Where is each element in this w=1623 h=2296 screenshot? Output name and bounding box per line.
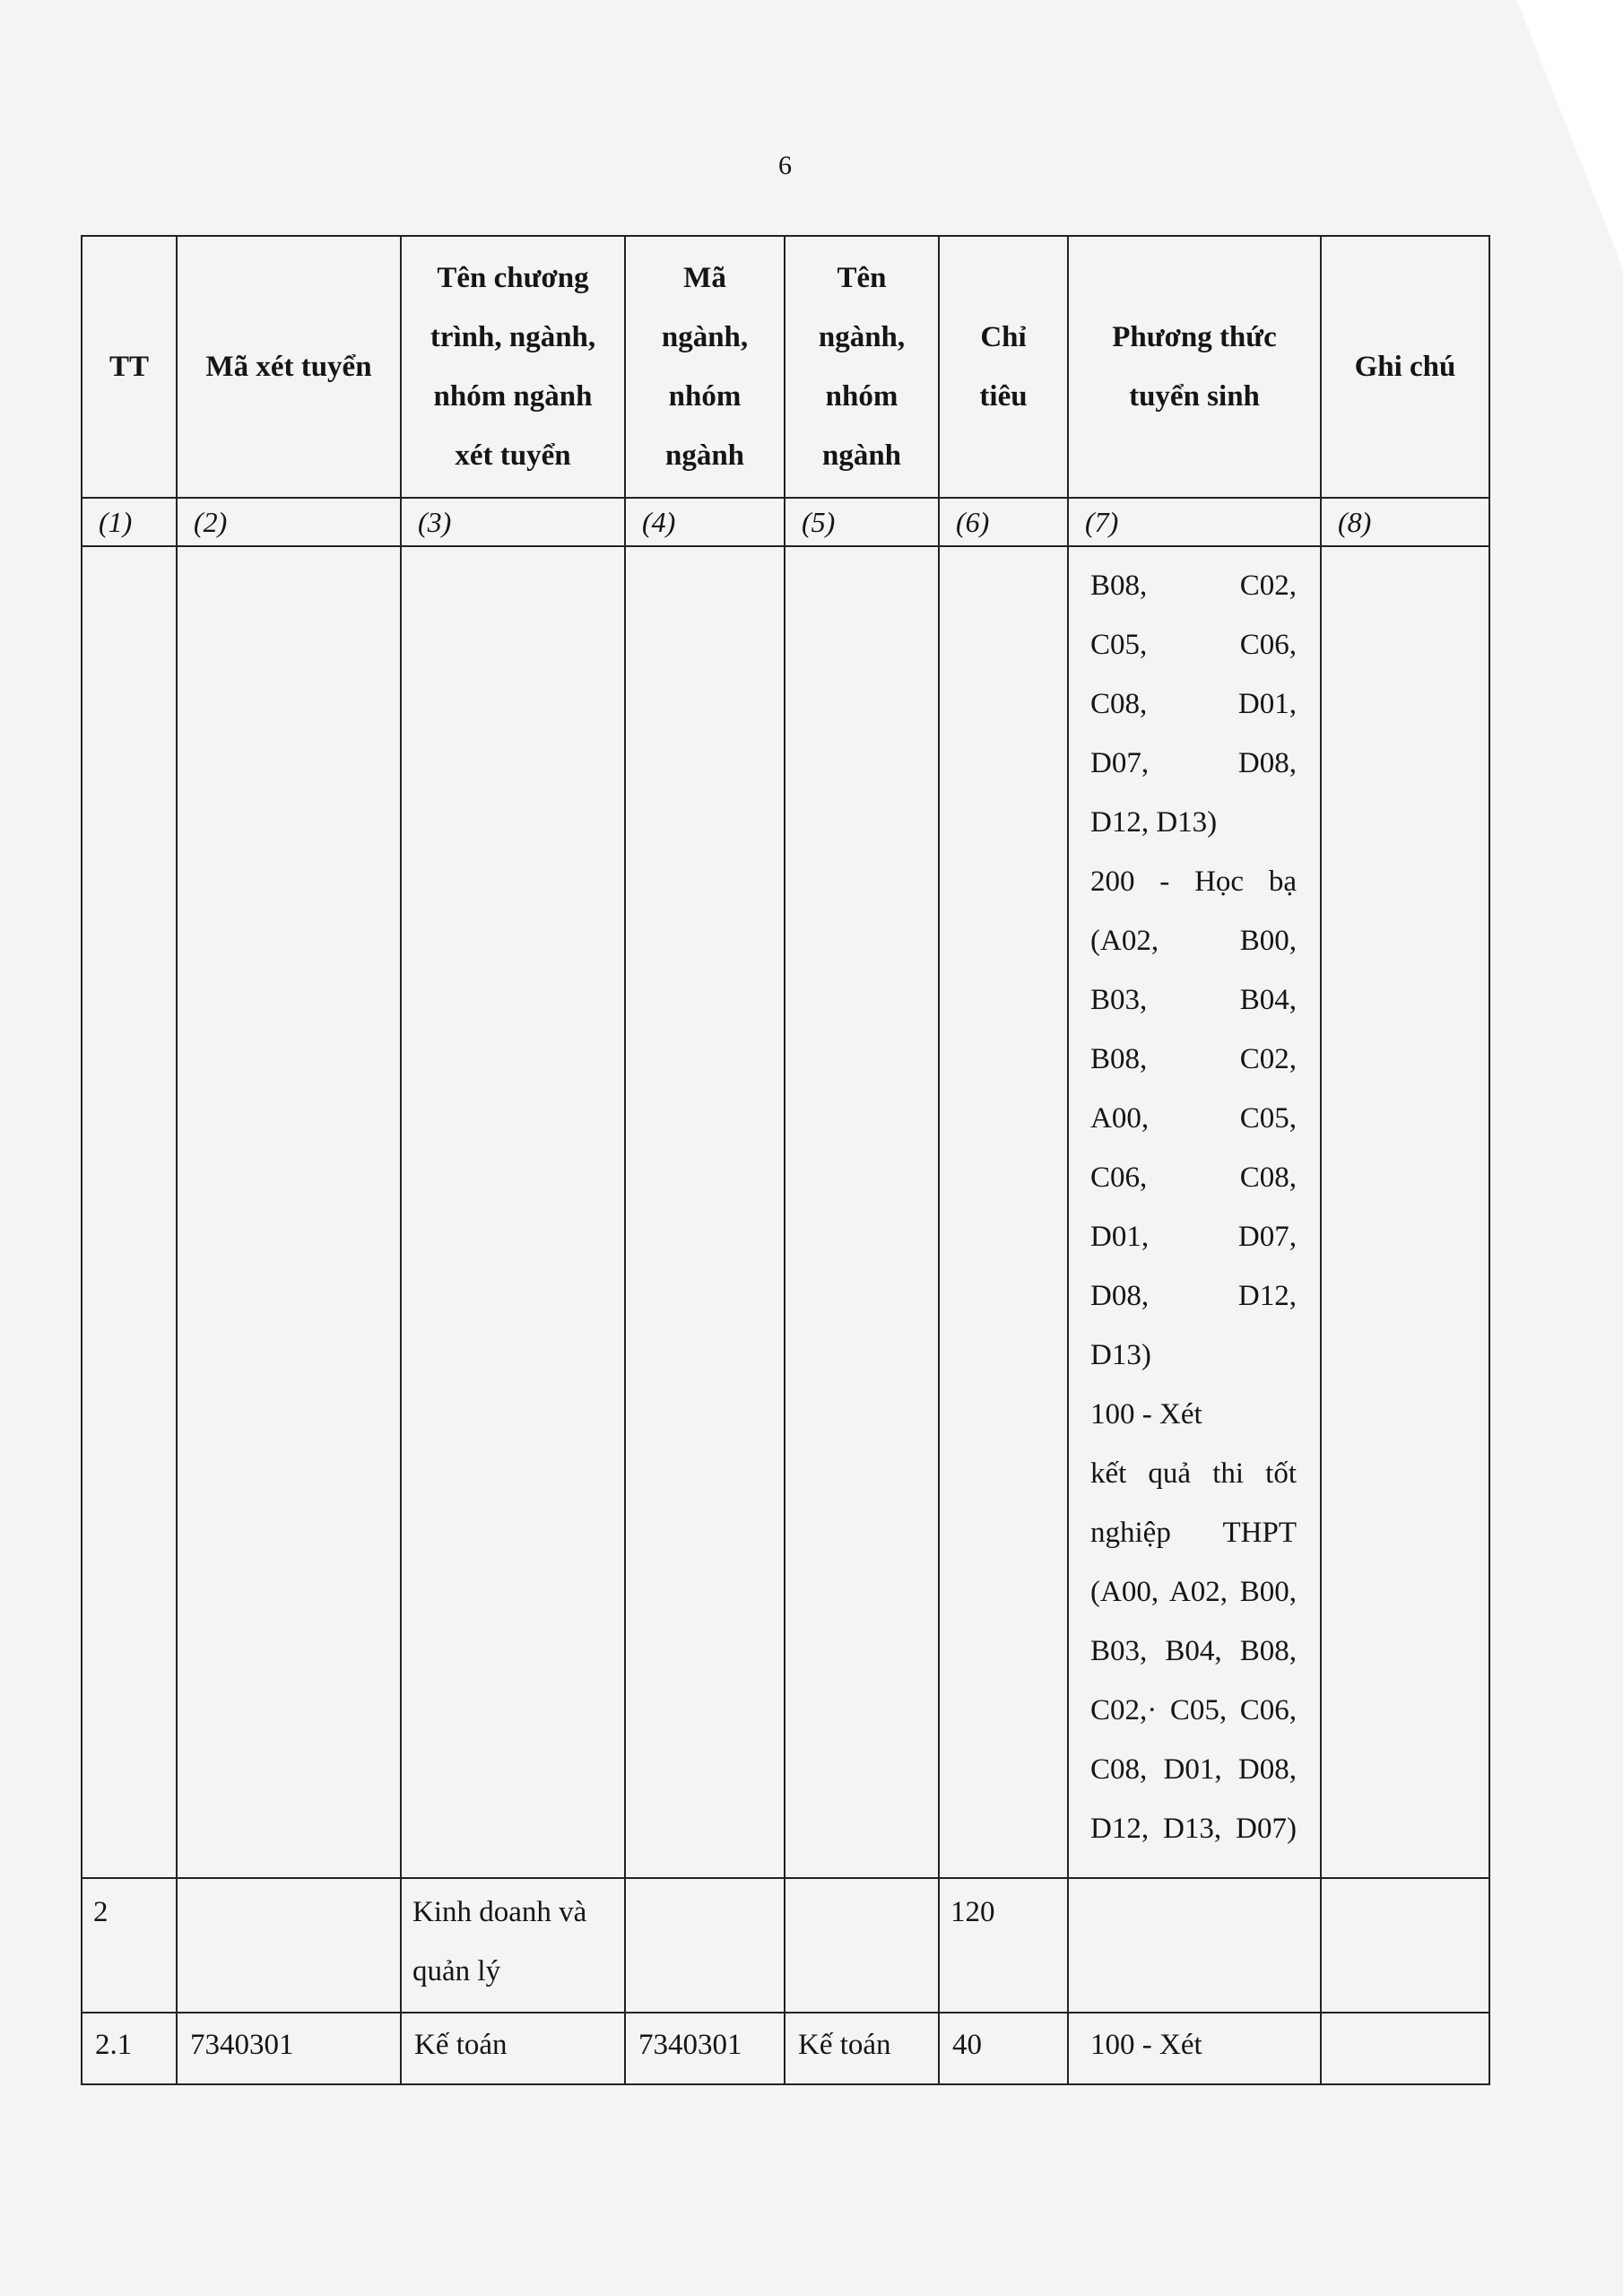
method-line: (A00, A02, B00, xyxy=(1090,1576,1297,1608)
colnum-8: (8) xyxy=(1321,498,1489,546)
item-tt: 2.1 xyxy=(82,2013,177,2084)
group-note xyxy=(1321,1878,1489,2013)
method-line: B08, C02, xyxy=(1090,1043,1297,1075)
group-name: Kinh doanh và quản lý xyxy=(401,1878,625,2013)
item-program: Kế toán xyxy=(401,2013,625,2084)
method-line: B03, B04, xyxy=(1090,984,1297,1016)
method-line: C06, C08, xyxy=(1090,1161,1297,1194)
colnum-6: (6) xyxy=(939,498,1068,546)
cont-method xyxy=(1068,546,1321,1878)
continuation-row xyxy=(82,546,1489,1878)
header-method: Phương thức tuyển sinh xyxy=(1068,236,1321,498)
colnum-7: (7) xyxy=(1068,498,1321,546)
method-line: D01, D07, xyxy=(1090,1221,1297,1253)
item-admission-code: 7340301 xyxy=(177,2013,401,2084)
page-number: 6 xyxy=(778,151,792,180)
colnum-3: (3) xyxy=(401,498,625,546)
group-quota: 120 xyxy=(939,1878,1068,2013)
cont-major-code xyxy=(625,546,785,1878)
method-line: B03, B04, B08, xyxy=(1090,1635,1297,1667)
header-major-name: Tên ngành, nhóm ngành xyxy=(785,236,939,498)
column-number-row xyxy=(82,498,1489,546)
method-line: C05, C06, xyxy=(1090,629,1297,661)
item-method: 100 - Xét xyxy=(1068,2013,1321,2084)
cont-major-name xyxy=(785,546,939,1878)
method-line: C08, D01, xyxy=(1090,688,1297,720)
method-line: (A02, B00, xyxy=(1090,925,1297,957)
method-line: A00, C05, xyxy=(1090,1102,1297,1135)
method-line: C02,· C05, C06, xyxy=(1090,1694,1297,1726)
group-tt: 2 xyxy=(82,1878,177,2013)
item-row-accounting xyxy=(82,2013,1489,2084)
method-line: kết quả thi tốt xyxy=(1090,1457,1297,1490)
header-tt: TT xyxy=(82,236,177,498)
method-line: D12, D13) xyxy=(1090,806,1218,839)
colnum-1: (1) xyxy=(82,498,177,546)
cont-admission-code xyxy=(177,546,401,1878)
method-line: D07, D08, xyxy=(1090,747,1297,779)
header-note: Ghi chú xyxy=(1321,236,1489,498)
header-admission-code: Mã xét tuyển xyxy=(177,236,401,498)
cont-quota xyxy=(939,546,1068,1878)
admission-table xyxy=(81,235,1490,2085)
group-method xyxy=(1068,1878,1321,2013)
colnum-2: (2) xyxy=(177,498,401,546)
method-line: 100 - Xét xyxy=(1090,1398,1202,1431)
method-line: 200 - Học bạ xyxy=(1090,865,1297,898)
cont-note xyxy=(1321,546,1489,1878)
method-line: C08, D01, D08, xyxy=(1090,1753,1297,1786)
group-admission-code xyxy=(177,1878,401,2013)
header-program: Tên chương trình, ngành, nhóm ngành xét tuyển xyxy=(401,236,625,498)
method-line: B08, C02, xyxy=(1090,570,1297,602)
cont-tt xyxy=(82,546,177,1878)
method-line: nghiệp THPT xyxy=(1090,1517,1297,1549)
item-note xyxy=(1321,2013,1489,2084)
item-major-name: Kế toán xyxy=(785,2013,939,2084)
method-line: D08, D12, xyxy=(1090,1280,1297,1312)
method-line: D12, D13, D07) xyxy=(1090,1813,1297,1845)
colnum-4: (4) xyxy=(625,498,785,546)
header-row xyxy=(82,236,1489,498)
group-major-name xyxy=(785,1878,939,2013)
colnum-5: (5) xyxy=(785,498,939,546)
group-row-business xyxy=(82,1878,1489,2013)
item-major-code: 7340301 xyxy=(625,2013,785,2084)
page-fold-corner xyxy=(1506,0,1623,296)
item-quota: 40 xyxy=(939,2013,1068,2084)
cont-program xyxy=(401,546,625,1878)
header-major-code: Mã ngành, nhóm ngành xyxy=(625,236,785,498)
header-quota: Chỉ tiêu xyxy=(939,236,1068,498)
method-line: D13) xyxy=(1090,1339,1151,1371)
group-major-code xyxy=(625,1878,785,2013)
